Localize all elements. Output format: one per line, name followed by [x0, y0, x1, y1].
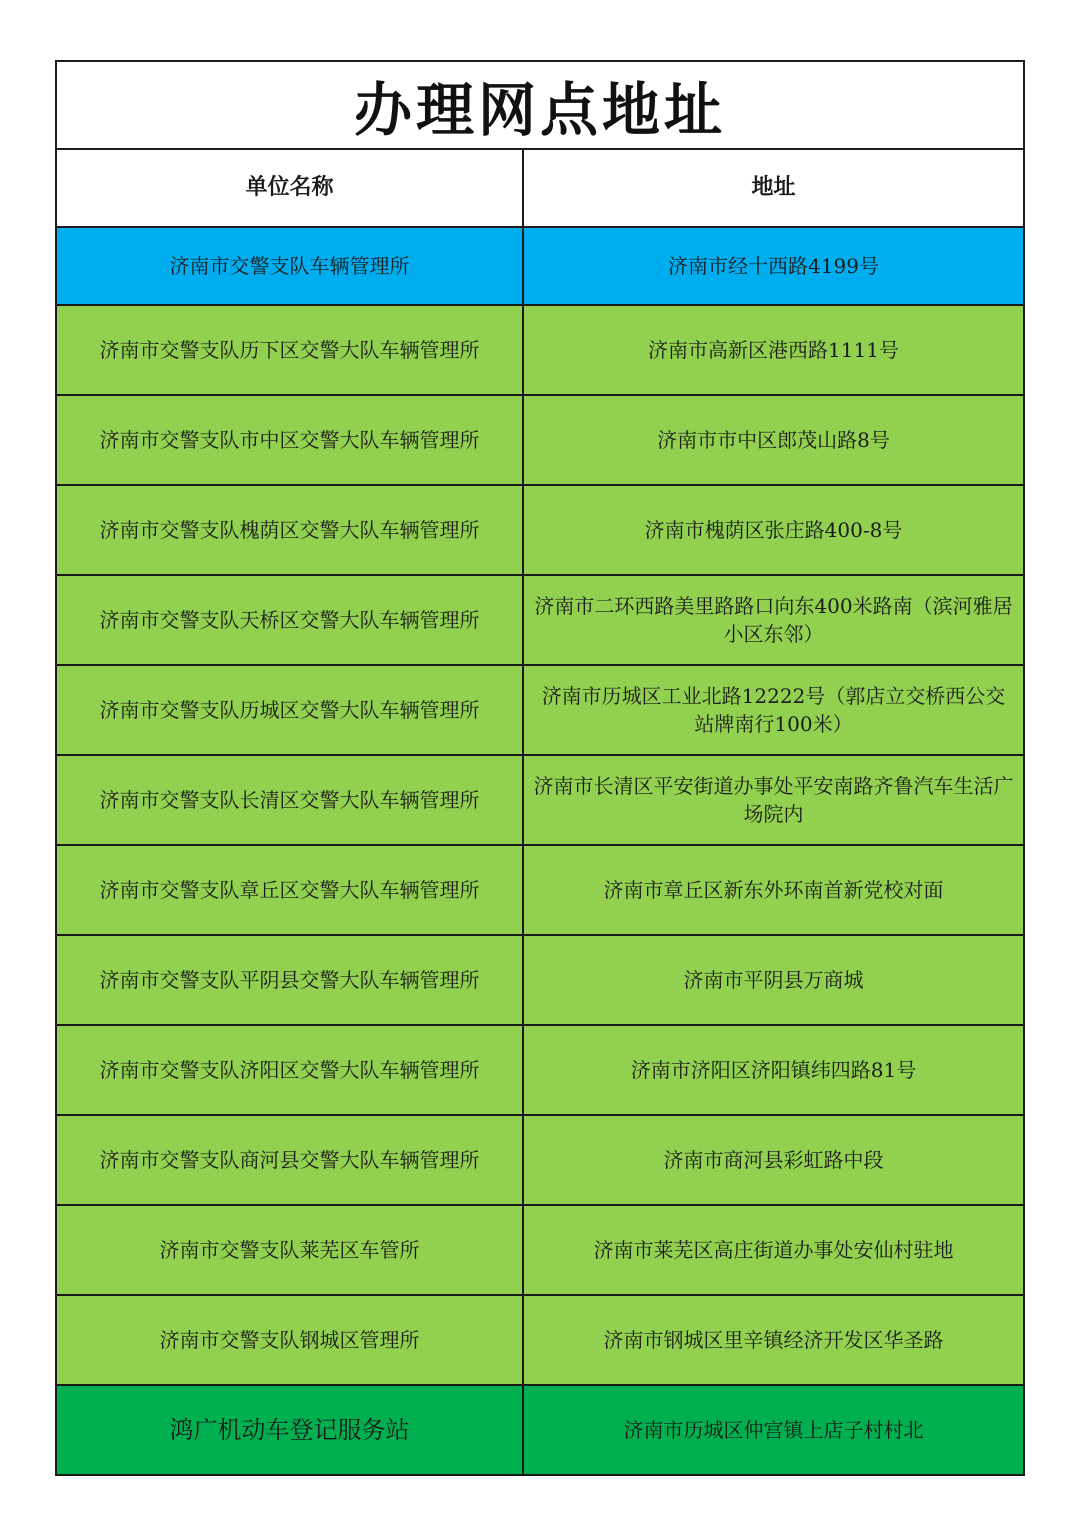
address-cell: 济南市高新区港西路1111号 [648, 338, 899, 362]
table-row [57, 486, 1023, 576]
address-cell: 济南市经十西路4199号 [668, 254, 879, 278]
table-row [57, 306, 1023, 396]
unit-name-cell: 济南市交警支队历下区交警大队车辆管理所 [57, 306, 524, 394]
unit-name-cell: 济南市交警支队商河县交警大队车辆管理所 [57, 1116, 524, 1204]
unit-name-cell: 济南市交警支队平阴县交警大队车辆管理所 [57, 936, 524, 1024]
table-header-row [57, 150, 1023, 228]
unit-name-cell: 济南市交警支队莱芜区车管所 [57, 1206, 524, 1294]
address-cell: 济南市商河县彩虹路中段 [663, 1148, 884, 1172]
header-address: 地址 [751, 175, 796, 200]
unit-name-cell: 济南市交警支队钢城区管理所 [57, 1296, 524, 1384]
table-row [57, 1386, 1023, 1474]
unit-name-cell: 济南市交警支队市中区交警大队车辆管理所 [57, 396, 524, 484]
page-title: 办理网点地址 [353, 76, 726, 144]
unit-name-cell: 鸿广机动车登记服务站 [57, 1386, 524, 1474]
header-unit-name: 单位名称 [57, 150, 524, 226]
table-row [57, 936, 1023, 1026]
address-cell: 济南市莱芜区高庄街道办事处安仙村驻地 [593, 1238, 954, 1262]
table-row [57, 666, 1023, 756]
table-row [57, 756, 1023, 846]
table-row [57, 846, 1023, 936]
table-row [57, 1026, 1023, 1116]
table-row [57, 228, 1023, 306]
table-row [57, 576, 1023, 666]
table-title-row [57, 62, 1023, 150]
unit-name-cell: 济南市交警支队长清区交警大队车辆管理所 [57, 756, 524, 844]
address-cell: 济南市平阴县万商城 [683, 968, 864, 992]
unit-name-cell: 济南市交警支队槐荫区交警大队车辆管理所 [57, 486, 524, 574]
address-cell: 济南市章丘区新东外环南首新党校对面 [603, 878, 944, 902]
unit-name-cell: 济南市交警支队车辆管理所 [57, 228, 524, 304]
address-cell: 济南市二环西路美里路路口向东400米路南（滨河雅居小区东邻） [534, 594, 1013, 646]
address-cell: 济南市长清区平安街道办事处平安南路齐鲁汽车生活广场院内 [533, 774, 1014, 826]
address-cell: 济南市历城区工业北路12222号（郭店立交桥西公交站牌南行100米） [541, 684, 1006, 736]
table-row [57, 396, 1023, 486]
table-row [57, 1296, 1023, 1386]
address-cell: 济南市市中区郎茂山路8号 [657, 428, 890, 452]
address-cell: 济南市槐荫区张庄路400-8号 [644, 518, 903, 542]
unit-name-cell: 济南市交警支队济阳区交警大队车辆管理所 [57, 1026, 524, 1114]
unit-name-cell: 济南市交警支队历城区交警大队车辆管理所 [57, 666, 524, 754]
address-cell: 济南市历城区仲宫镇上店子村村北 [623, 1418, 924, 1442]
table-row [57, 1116, 1023, 1206]
address-cell: 济南市济阳区济阳镇纬四路81号 [630, 1058, 917, 1082]
address-table [55, 60, 1025, 1476]
table-row [57, 1206, 1023, 1296]
unit-name-cell: 济南市交警支队章丘区交警大队车辆管理所 [57, 846, 524, 934]
unit-name-cell: 济南市交警支队天桥区交警大队车辆管理所 [57, 576, 524, 664]
address-cell: 济南市钢城区里辛镇经济开发区华圣路 [603, 1328, 944, 1352]
